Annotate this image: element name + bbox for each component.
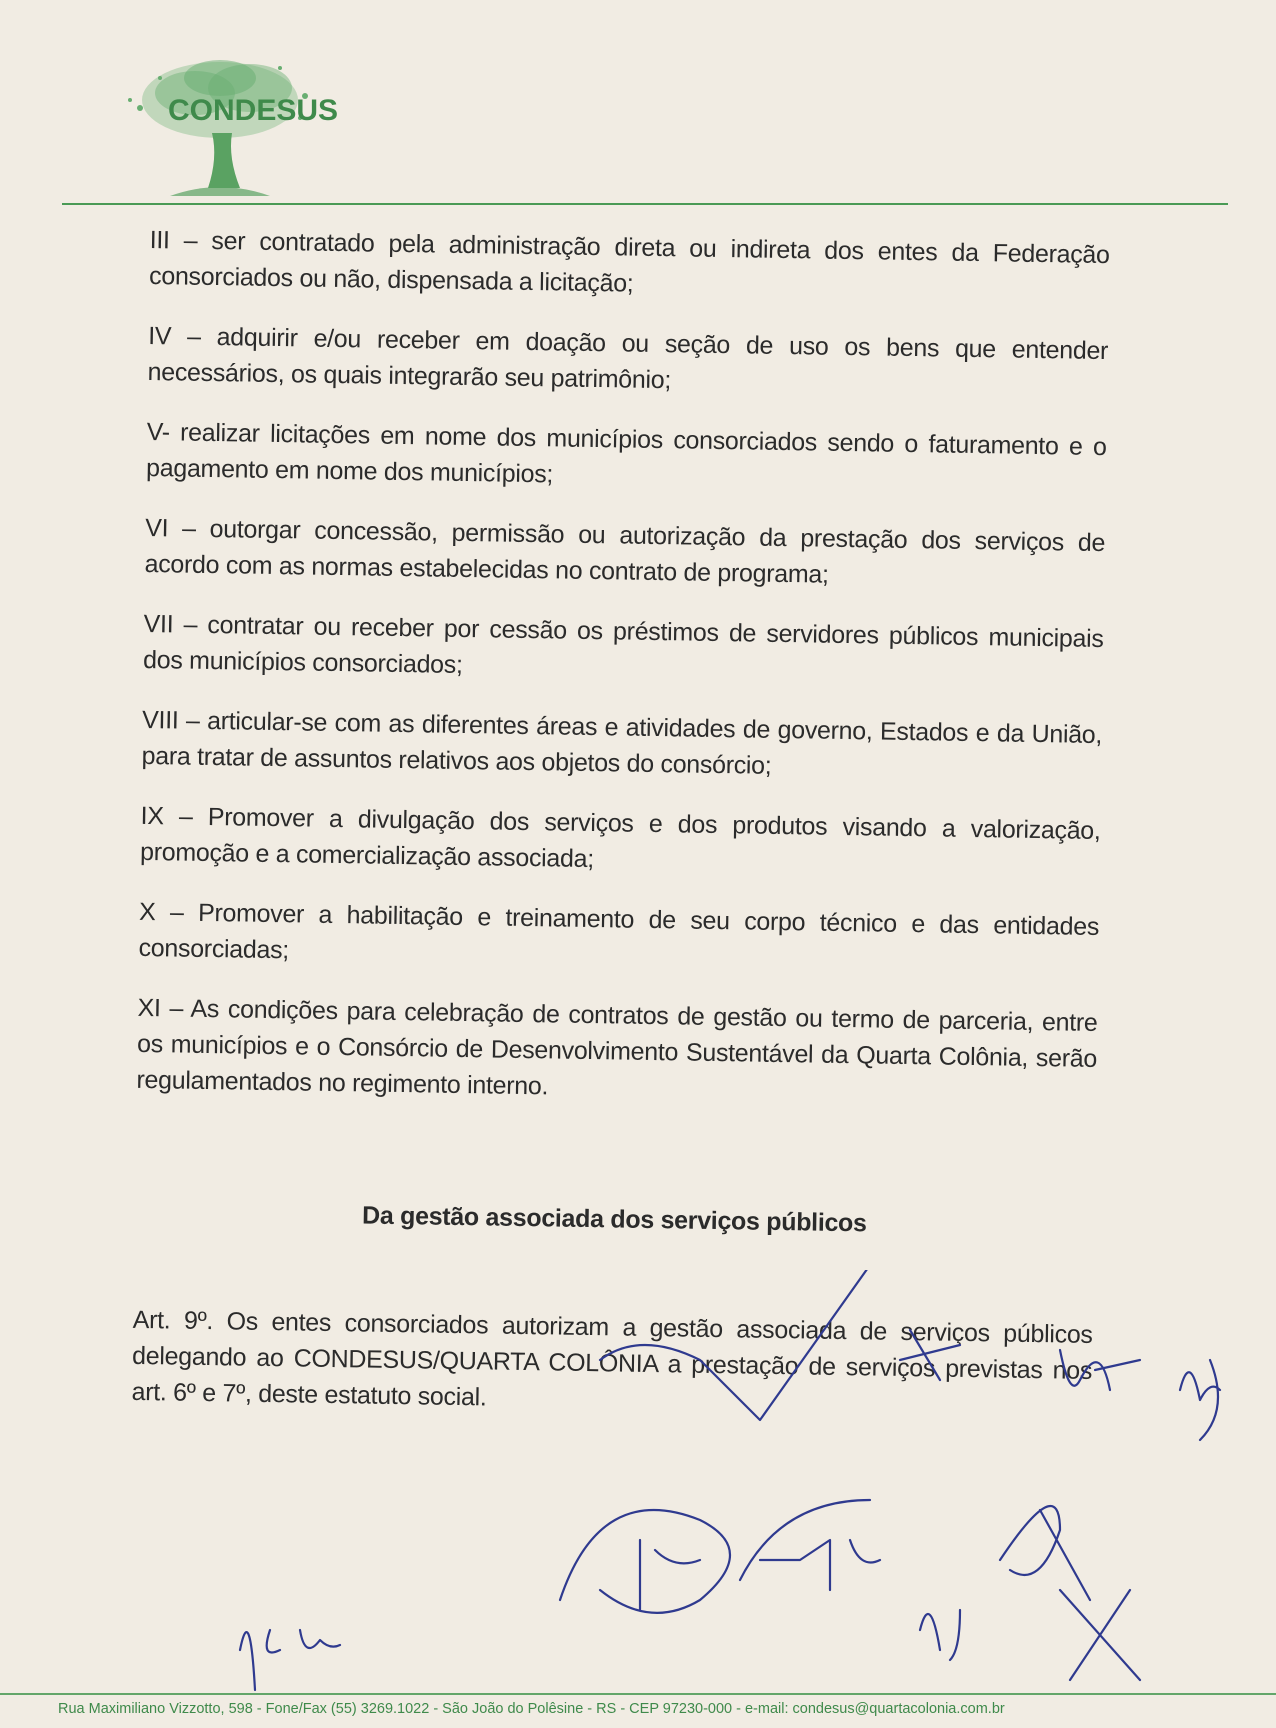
item-iii: III – ser contratado pela administração direta ou indireta dos entes da Federação consorciados ou não, dispensada a licitação; — [148, 225, 1110, 298]
signature-6 — [1180, 1360, 1220, 1440]
signature-5 — [1000, 1506, 1090, 1600]
logo-wordmark: CONDESUS — [168, 94, 339, 127]
document-body — [131, 222, 1110, 1450]
item-viii: VIII – articular-se com as diferentes áreas e atividades de governo, Estados e da União, para tratar de assuntos relativos aos objetos do consórcio; — [141, 705, 1103, 780]
item-vi: VI – outorgar concessão, permissão ou autorização da prestação dos serviços de acordo com as normas estabelecidas no contrato de programa; — [144, 513, 1106, 589]
header-rule — [62, 203, 1228, 205]
item-iv: IV – adquirir e/ou receber em doação ou seção de uso os bens que entender necessários, os quais integrarão seu patrimônio; — [147, 321, 1109, 395]
item-x: X – Promover a habilitação e treinamento de seu corpo técnico e das entidades consorciadas; — [138, 897, 1100, 965]
item-xi: XI – As condições para celebração de contratos de gestão ou termo de parceria, entre os municípios e o Consórcio de Desenvolvimento Sustentável da Quarta Colônia, serão regulamentados no regimento interno. — [136, 993, 1098, 1101]
article-9: Art. 9º. Os entes consorciados autorizam a gestão associada de serviços públicos delegando ao CONDESUS/QUARTA COLÔNIA a prestação de serviços previstas nos art. 6º e 7º, deste estatuto social. — [131, 1305, 1093, 1412]
signature-1 — [560, 1510, 730, 1613]
signature-3 — [240, 1630, 340, 1690]
footer-rule — [0, 1693, 1276, 1695]
section-heading: Da gestão associada dos serviços públicos — [361, 1201, 867, 1238]
signature-7 — [920, 1610, 960, 1660]
tree-logo-icon — [100, 38, 340, 208]
item-vii: VII – contratar ou receber por cessão os préstimos de servidores públicos municipais dos municípios consorciados; — [142, 609, 1104, 679]
footer-address: Rua Maximiliano Vizzotto, 598 - Fone/Fax (55) 3269.1022 - São João do Polêsine - RS - CEP 97230-000 - e-mail: condesus@quartacolonia.com.br — [58, 1701, 1005, 1717]
item-v: V- realizar licitações em nome dos municípios consorciados sendo o faturamento e o pagamento em nome dos municípios; — [145, 417, 1107, 489]
item-ix: IX – Promover a divulgação dos serviços e dos produtos visando a valorização, promoção e a comercialização associada; — [139, 801, 1101, 874]
signature-8 — [1060, 1590, 1140, 1680]
